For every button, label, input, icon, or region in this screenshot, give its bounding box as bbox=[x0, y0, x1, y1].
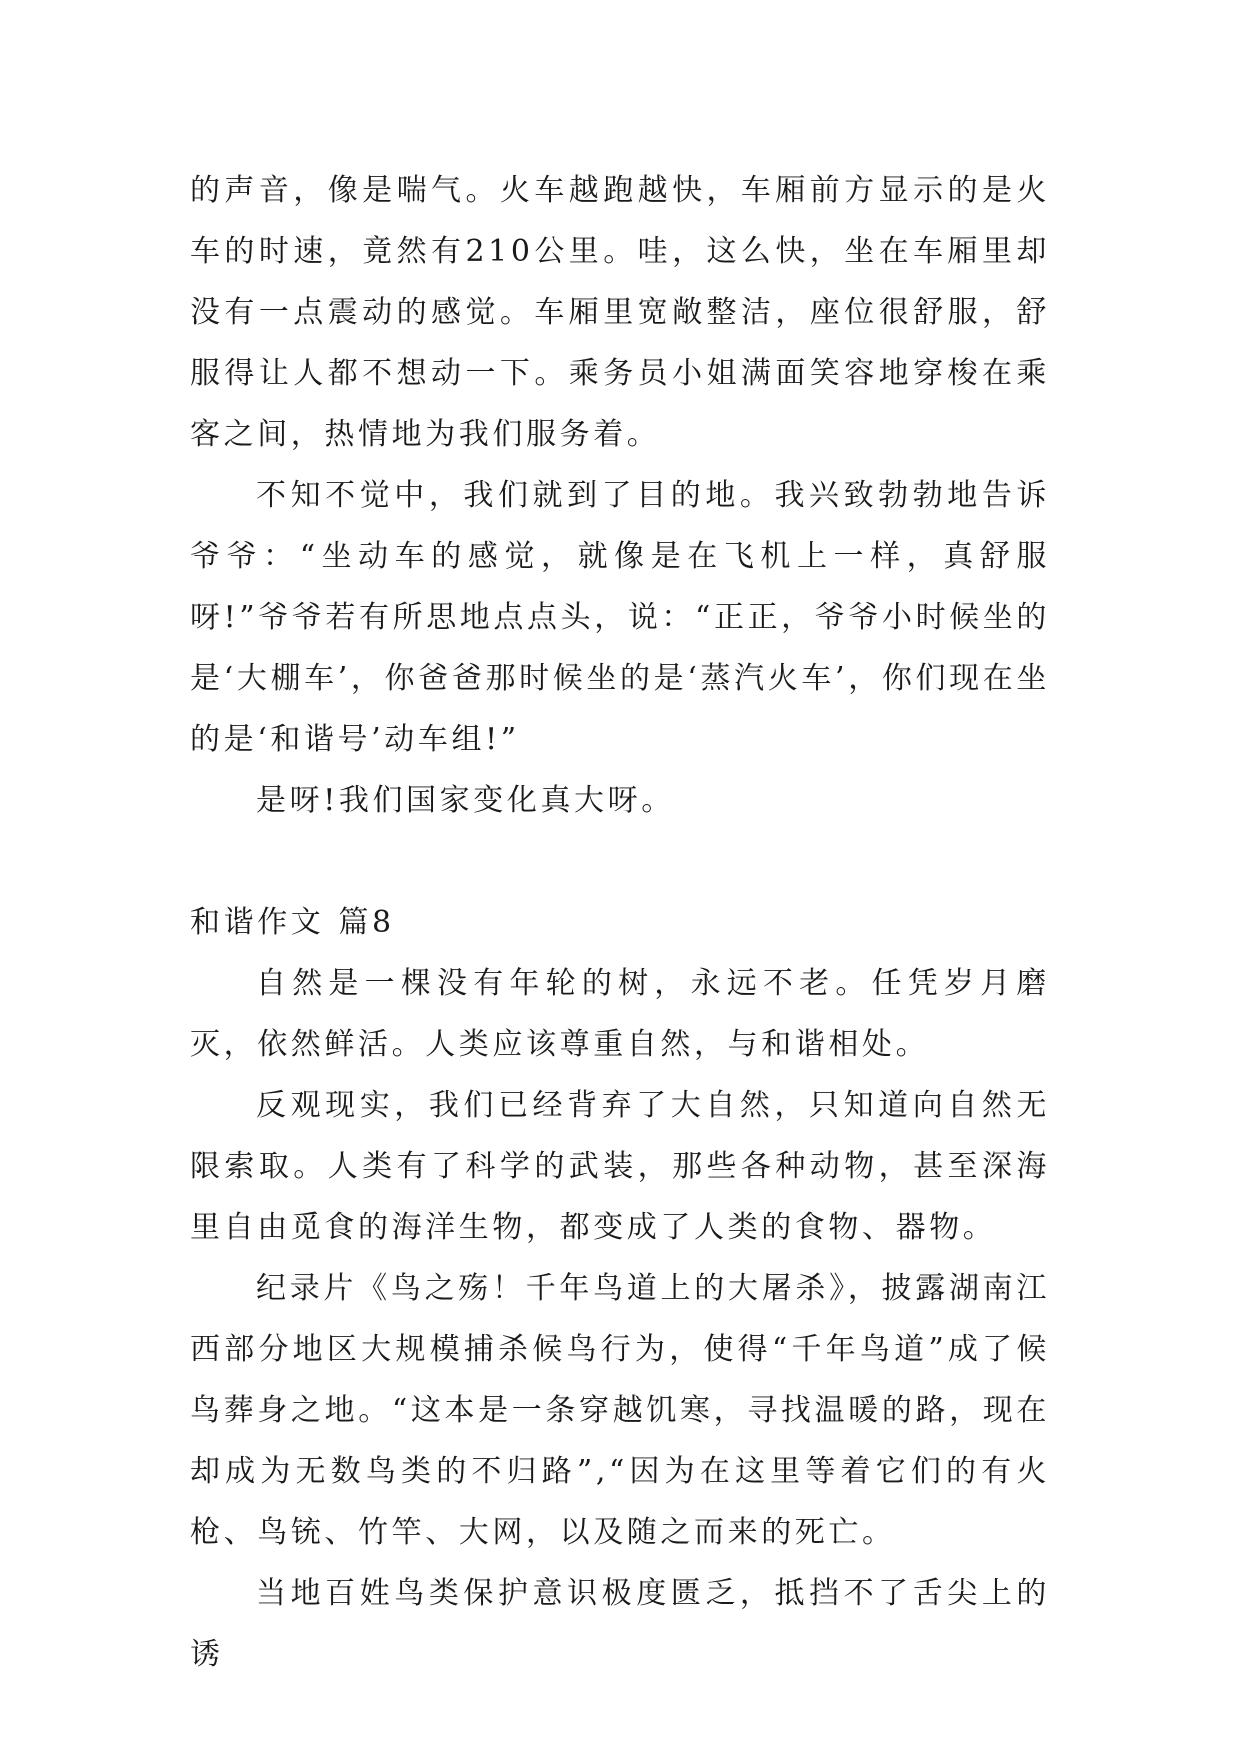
paragraph-nature: 自然是一棵没有年轮的树，永远不老。任凭岁月磨灭，依然鲜活。人类应该尊重自然，与和谐相处。 bbox=[190, 966, 1050, 1062]
section-title: 和谐作文 bbox=[190, 905, 325, 940]
paragraph-local-awareness: 当地百姓鸟类保护意识极度匮乏，抵挡不了舌尖上的诱 bbox=[190, 1576, 1050, 1672]
paragraph-documentary: 纪录片《鸟之殇！千年鸟道上的大屠杀》，披露湖南江西部分地区大规模捕杀候鸟行为，使得“千年鸟道”成了候鸟葬身之地。“这本是一条穿越饥寒，寻找温暖的路，现在却成为无数鸟类的不归路”,“因为在这里等着它们的有火枪、鸟铳、竹竿、大网，以及随之而来的死亡。 bbox=[190, 1271, 1050, 1550]
section-heading bbox=[190, 892, 1050, 953]
paragraph-train-ride: 的声音，像是喘气。火车越跑越快，车厢前方显示的是火车的时速，竟然有210公里。哇，这么快，坐在车厢里却没有一点震动的感觉。车厢里宽敞整洁，座位很舒服，舒服得让人都不想动一下。乘务员小姐满面笑容地穿梭在乘客之间，热情地为我们服务着。 bbox=[190, 173, 1050, 452]
paragraph-reality: 反观现实，我们已经背弃了大自然，只知道向自然无限索取。人类有了科学的武装，那些各种动物，甚至深海里自由觅食的海洋生物，都变成了人类的食物、器物。 bbox=[190, 1088, 1050, 1245]
paragraph-arrival: 不知不觉中，我们就到了目的地。我兴致勃勃地告诉爷爷：“坐动车的感觉，就像是在飞机上一样，真舒服呀!”爷爷若有所思地点点头，说：“正正，爷爷小时候坐的是‘大棚车’，你爸爸那时候坐的是‘蒸汽火车’，你们现在坐的是‘和谐号’动车组!” bbox=[190, 478, 1050, 757]
section-number: 篇8 bbox=[338, 905, 395, 940]
document-body bbox=[190, 160, 1050, 1685]
paragraph-conclusion: 是呀!我们国家变化真大呀。 bbox=[256, 783, 675, 818]
